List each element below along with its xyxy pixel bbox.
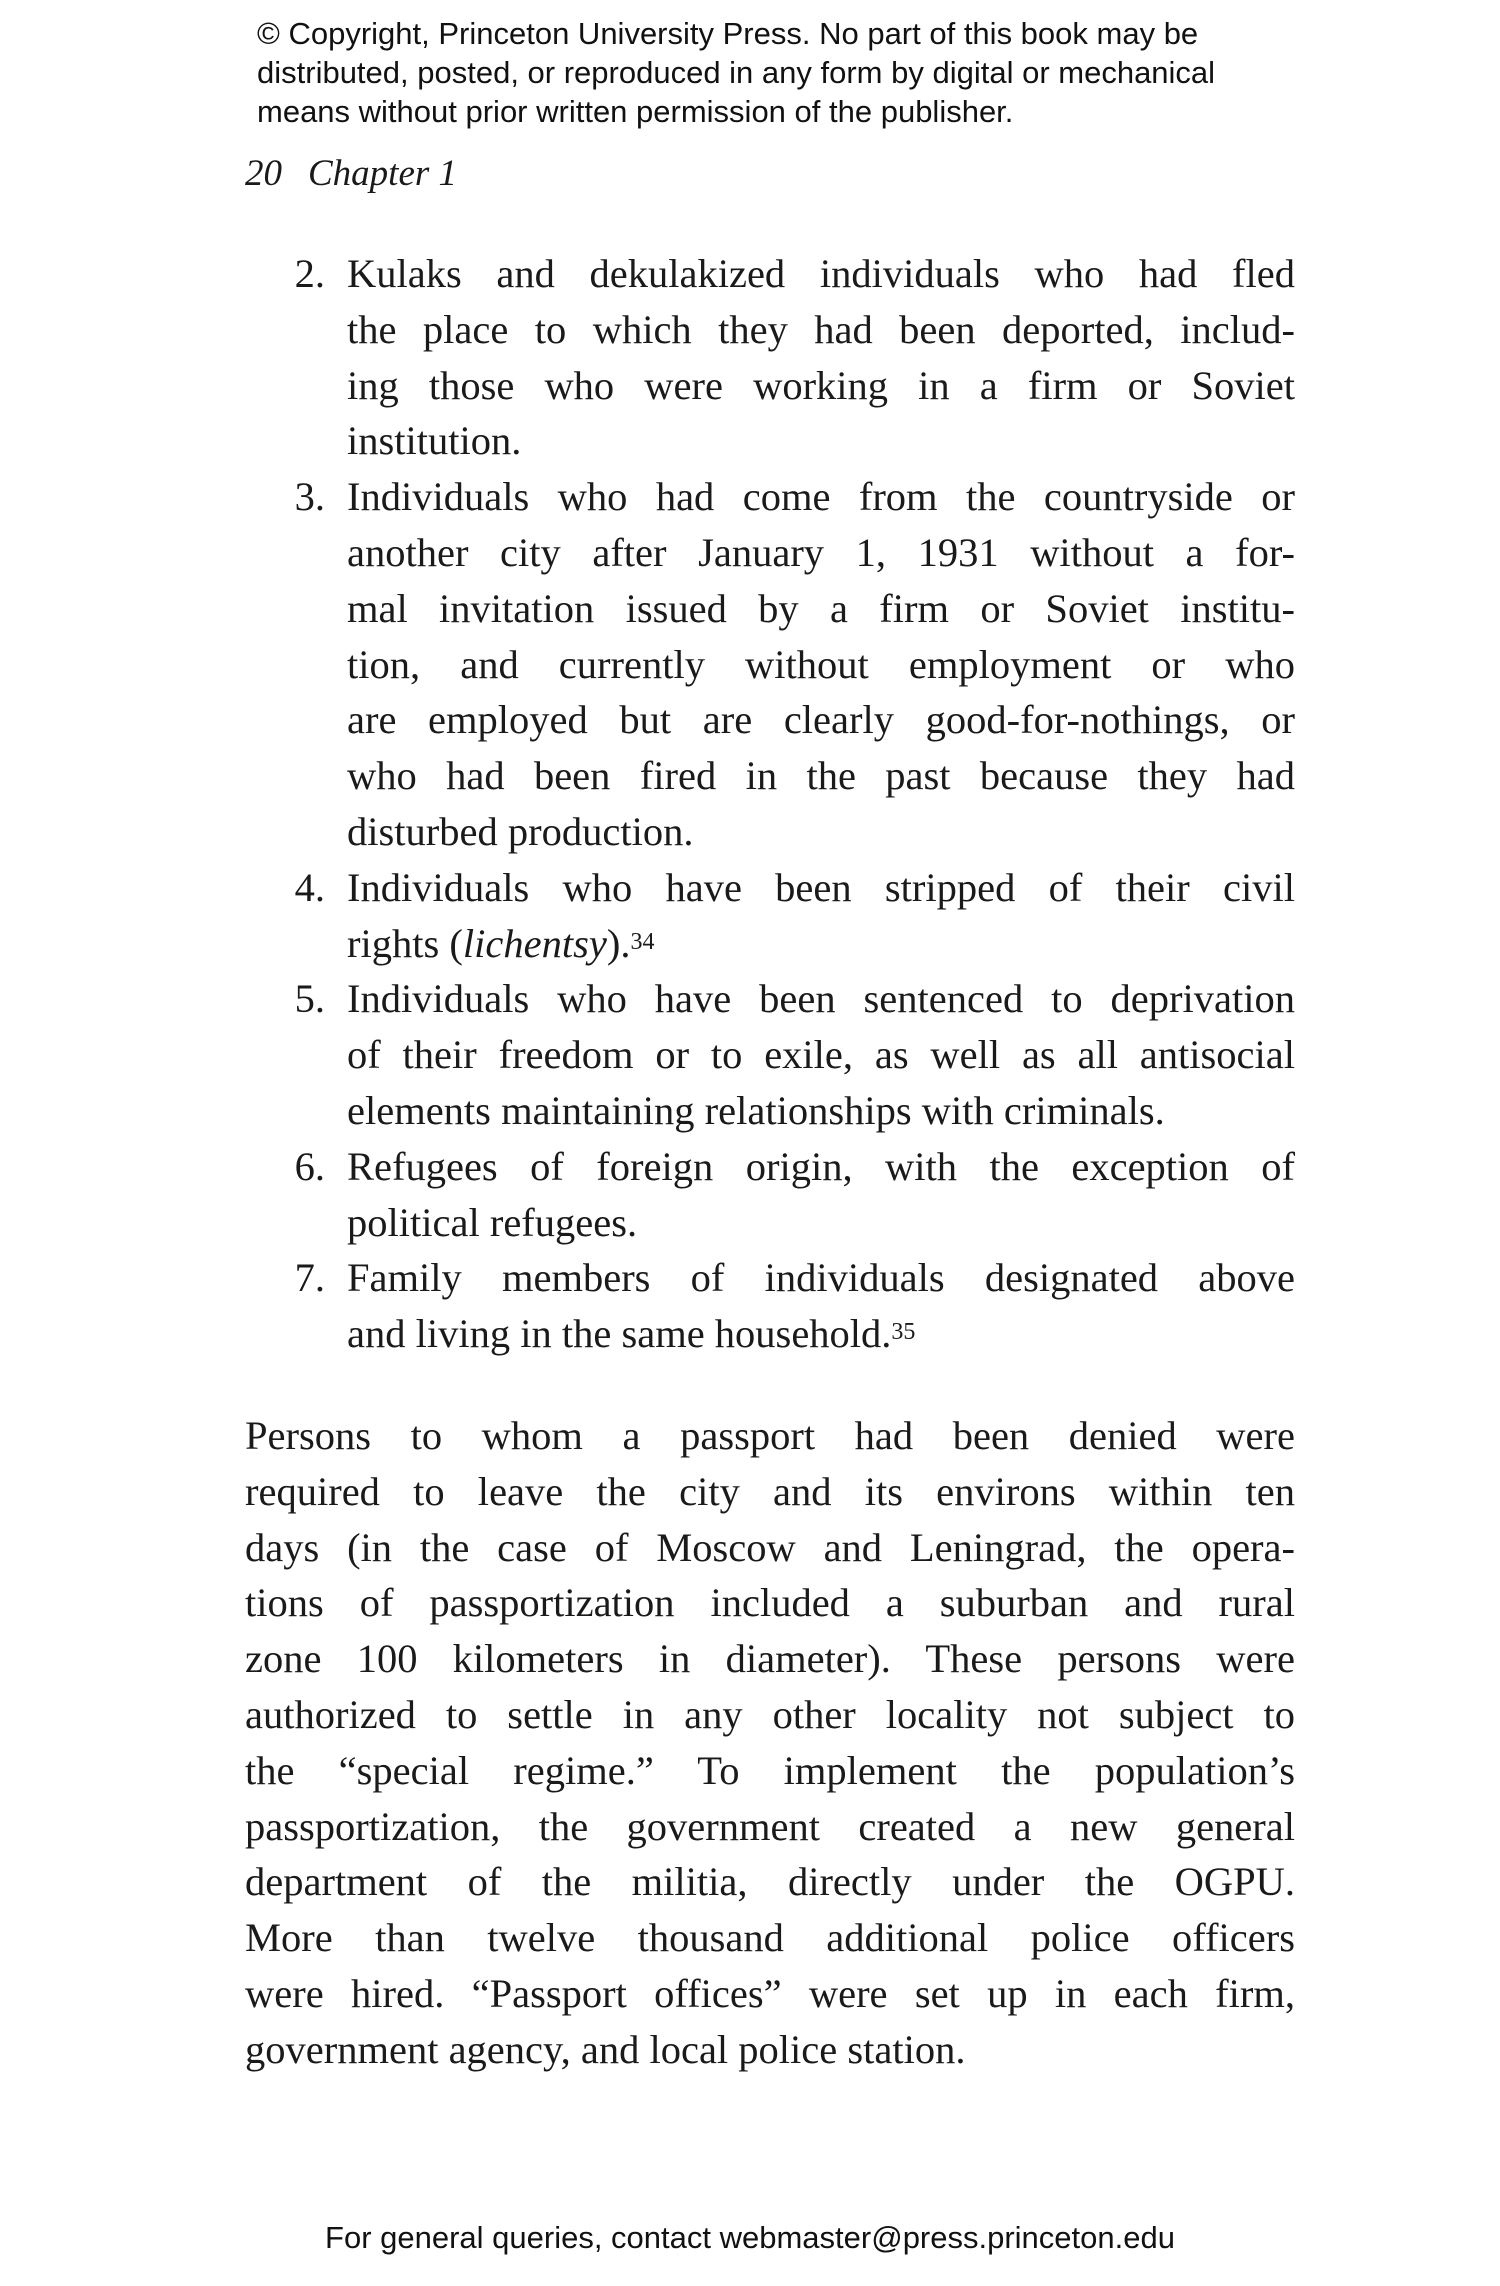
list-item: [245, 860, 1295, 972]
text-line: are employed but are clearly good-for-nothings, or: [347, 697, 1295, 743]
text-line: political refugees.: [347, 1199, 638, 1245]
copyright-line: distributed, posted, or reproduced in any form by digital or mechanical: [257, 55, 1216, 90]
list-item-number: 2.: [294, 251, 325, 296]
list-item-text: [347, 1250, 1295, 1362]
text-line: Family members of individuals designated above: [347, 1255, 1295, 1301]
list-item-number: 3.: [294, 474, 325, 520]
text-line: required to leave the city and its environs within ten: [245, 1468, 1295, 1514]
footnote-marker: 35: [891, 1319, 916, 1346]
text-line: More than twelve thousand additional police officers: [245, 1915, 1295, 1961]
list-item: [245, 1139, 1295, 1251]
text-line: [347, 916, 1295, 972]
list-item-text: [347, 971, 1295, 1138]
text-line: Kulaks and dekulakized individuals who had fled: [347, 251, 1295, 296]
text-line: the place to which they had been deported, includ-: [347, 306, 1295, 352]
text-fragment: ).: [606, 920, 631, 966]
page-number: 20: [245, 153, 282, 194]
text-line: were hired. “Passport offices” were set up in each firm,: [245, 1970, 1295, 2016]
list-item-number: 6.: [294, 1143, 325, 1189]
list-item: [245, 971, 1295, 1138]
list-item-number: 7.: [294, 1255, 325, 1301]
copyright-line: © Copyright, Princeton University Press. No part of this book may be: [257, 16, 1199, 51]
text-line: of their freedom or to exile, as well as all antisocial: [347, 1032, 1295, 1078]
text-line: Persons to whom a passport had been denied were: [245, 1413, 1295, 1458]
list-item-number: 4.: [294, 864, 325, 910]
text-line: institution.: [347, 418, 522, 464]
text-line: Individuals who have been sentenced to deprivation: [347, 976, 1295, 1022]
text-line: zone 100 kilometers in diameter). These persons were: [245, 1636, 1295, 1682]
list-item-text: [347, 246, 1295, 469]
text-line: [347, 1306, 1295, 1362]
text-line: tions of passportization included a suburban and rural: [245, 1580, 1295, 1626]
body-paragraph: [245, 1408, 1295, 2078]
text-line: another city after January 1, 1931 without a for-: [347, 529, 1295, 575]
text-line: Refugees of foreign origin, with the exception of: [347, 1143, 1295, 1189]
text-line: the “special regime.” To implement the population’s: [245, 1747, 1295, 1793]
text-line: government agency, and local police station.: [245, 2026, 966, 2072]
text-line: disturbed production.: [347, 808, 694, 854]
list-item-number: 5.: [294, 976, 325, 1022]
list-item: [245, 469, 1295, 860]
text-line: Individuals who had come from the countryside or: [347, 474, 1295, 520]
list-item-text: [347, 469, 1295, 860]
numbered-list: [245, 246, 1295, 1362]
text-line: elements maintaining relationships with criminals.: [347, 1087, 1165, 1133]
text-line: mal invitation issued by a firm or Soviet institu-: [347, 585, 1295, 631]
text-fragment: rights (: [347, 920, 463, 966]
text-line: authorized to settle in any other locality not subject to: [245, 1691, 1295, 1737]
text-line: ing those who were working in a firm or Soviet: [347, 362, 1295, 408]
text-line: who had been fired in the past because they had: [347, 753, 1295, 799]
text-line: department of the militia, directly under the OGPU.: [245, 1859, 1295, 1905]
list-item-text: [347, 860, 1295, 972]
list-item: [245, 246, 1295, 469]
copyright-line: means without prior written permission of the publisher.: [257, 94, 1014, 129]
text-fragment: and living in the same household.: [347, 1311, 892, 1357]
list-item-text: [347, 1139, 1295, 1251]
copyright-notice: [257, 14, 1417, 131]
russian-term: lichentsy: [462, 920, 607, 966]
list-item: [245, 1250, 1295, 1362]
text-line: days (in the case of Moscow and Leningrad, the opera-: [245, 1524, 1295, 1570]
chapter-label: Chapter 1: [308, 153, 458, 194]
running-head: [245, 152, 457, 196]
footnote-marker: 34: [630, 928, 655, 955]
text-line: passportization, the government created a new general: [245, 1803, 1295, 1849]
text-line: tion, and currently without employment or who: [347, 641, 1295, 687]
footer-contact: For general queries, contact webmaster@press.princeton.edu: [325, 2220, 1175, 2255]
text-line: Individuals who have been stripped of their civil: [347, 864, 1295, 910]
